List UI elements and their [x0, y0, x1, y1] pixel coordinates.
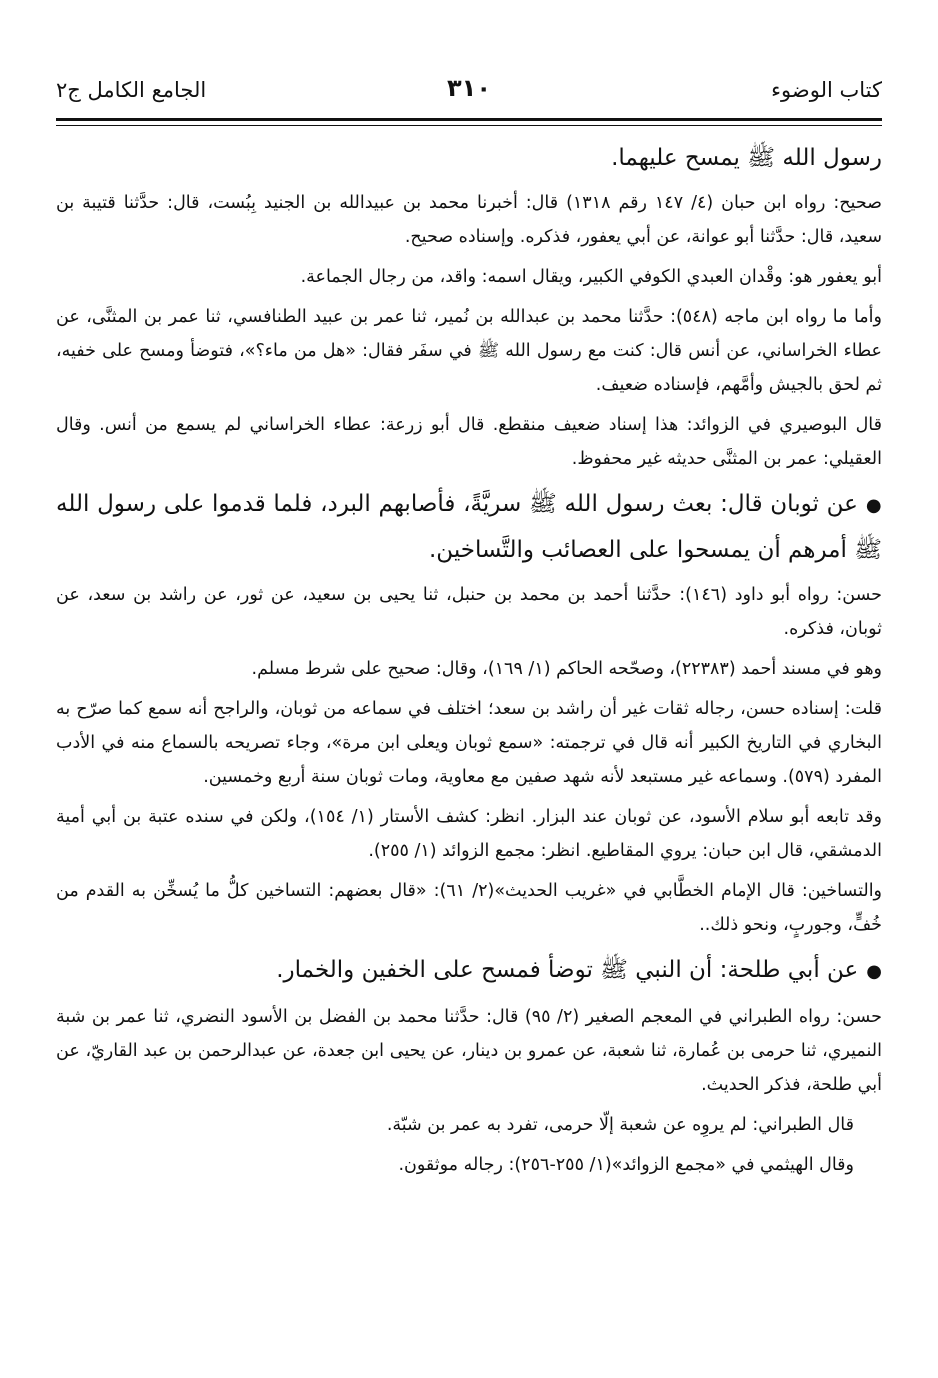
commentary-paragraph: قلت: إسناده حسن، رجاله ثقات غير أن راشد بن سعد؛ اختلف في سماعه من ثوبان، والراجح أنه سمع كما صرّح به البخاري في التاريخ الكبير أنه قال في ترجمته: «سمع ثوبان ويعلى ابن مرة»، وجاء تصريحه بالسماع منه في الأدب المفرد (٥٧٩). وسماعه غير مستبعد لأنه شهد صفين مع معاوية، ومات ثوبان سنة أربع وخمسين.	[56, 699, 882, 787]
commentary-paragraph: وقال الهيثمي في «مجمع الزوائد»(١/ ٢٥٥-٢٥٦): رجاله موثقون.	[398, 1155, 854, 1175]
page-body	[56, 136, 882, 1188]
commentary-paragraph: وهو في مسند أحمد (٢٢٣٨٣)، وصحّحه الحاكم (١/ ١٦٩)، وقال: صحيح على شرط مسلم.	[251, 659, 882, 679]
book-page	[56, 0, 882, 1378]
bullet-marker: ●	[866, 961, 882, 982]
chapter-title: كتاب الوضوء	[771, 78, 882, 102]
commentary-paragraph: وقد تابعه أبو سلام الأسود، عن ثوبان عند البزار. انظر: كشف الأستار (١/ ١٥٤)، ولكن في سنده عتبة بن أبي أمية الدمشقي، قال ابن حبان: يروي المقاطيع. انظر: مجمع الزوائد (١/ ٢٥٥).	[56, 807, 883, 861]
hadith-abu-talha: ●عن أبي طلحة: أن النبي ﷺ توضأ فمسح على الخفين والخمار.	[276, 957, 882, 983]
hadith-text-continuation: رسول الله ﷺ يمسح عليهما.	[611, 145, 882, 171]
definition-paragraph: والتساخين: قال الإمام الخطَّابي في «غريب الحديث»(٢/ ٦١): «قال بعضهم: التساخين كلُّ ما يُسخِّن به القدم من خُفٍّ، وجوربٍ، ونحو ذلك..	[56, 881, 883, 935]
book-title: الجامع الكامل ج٢	[56, 78, 207, 102]
header-divider	[56, 118, 882, 126]
page-number: ٣١٠	[447, 74, 491, 102]
bullet-marker: ●	[865, 495, 882, 516]
commentary-paragraph: قال البوصيري في الزوائد: هذا إسناد ضعيف منقطع. قال أبو زرعة: عطاء الخراساني لم يسمع من أنس. وقال العقيلي: عمر بن المثنَّى حديثه غير محفوظ.	[56, 415, 882, 469]
takhrij-paragraph: حسن: رواه الطبراني في المعجم الصغير (٢/ ٩٥) قال: حدَّثنا محمد بن الفضل بن الأسود النضري، ثنا عمر بن شبة النميري، ثنا حرمى بن عُمارة، ثنا شعبة، عن عمرو بن دينار، عن يحيى ابن جعدة، عن عبدالرحمن بن عبد القاريّ، عن أبي طلحة، فذكر الحديث.	[56, 1007, 882, 1095]
takhrij-paragraph: صحيح: رواه ابن حبان (٤/ ١٤٧ رقم ١٣١٨) قال: أخبرنا محمد بن عبيدالله بن الجنيد بِبُست، قال: حدَّثنا قتيبة بن سعيد، قال: حدَّثنا أبو عوانة، عن أبي يعفور، فذكره. وإسناده صحيح.	[56, 193, 882, 247]
running-header	[56, 70, 882, 114]
hadith-thawban: ●عن ثوبان قال: بعث رسول الله ﷺ سريَّةً، فأصابهم البرد، فلما قدموا على رسول الله ﷺ أمرهم أن يمسحوا على العصائب والتَّساخين.	[56, 491, 882, 563]
narrator-note: أبو يعفور هو: وقْدان العبدي الكوفي الكبير، ويقال اسمه: واقد، من رجال الجماعة.	[300, 267, 882, 287]
commentary-paragraph: وأما ما رواه ابن ماجه (٥٤٨): حدَّثنا محمد بن عبدالله بن نُمير، ثنا عمر بن عبيد الطنافسي، ثنا عمر بن المثنَّى، عن عطاء الخراساني، عن أنس قال: كنت مع رسول الله ﷺ في سفَر فقال: «هل من ماء؟»، فتوضأ ومسح على خفيه، ثم لحق بالجيش وأمَّهم، فإسناده ضعيف.	[56, 307, 882, 395]
takhrij-paragraph: حسن: رواه أبو داود (١٤٦): حدَّثنا أحمد بن محمد بن حنبل، ثنا يحيى بن سعيد، عن ثور، عن راشد بن سعد، عن ثوبان، فذكره.	[56, 585, 882, 639]
commentary-paragraph: قال الطبراني: لم يروِه عن شعبة إلّا حرمى، تفرد به عمر بن شبّة.	[386, 1115, 854, 1135]
